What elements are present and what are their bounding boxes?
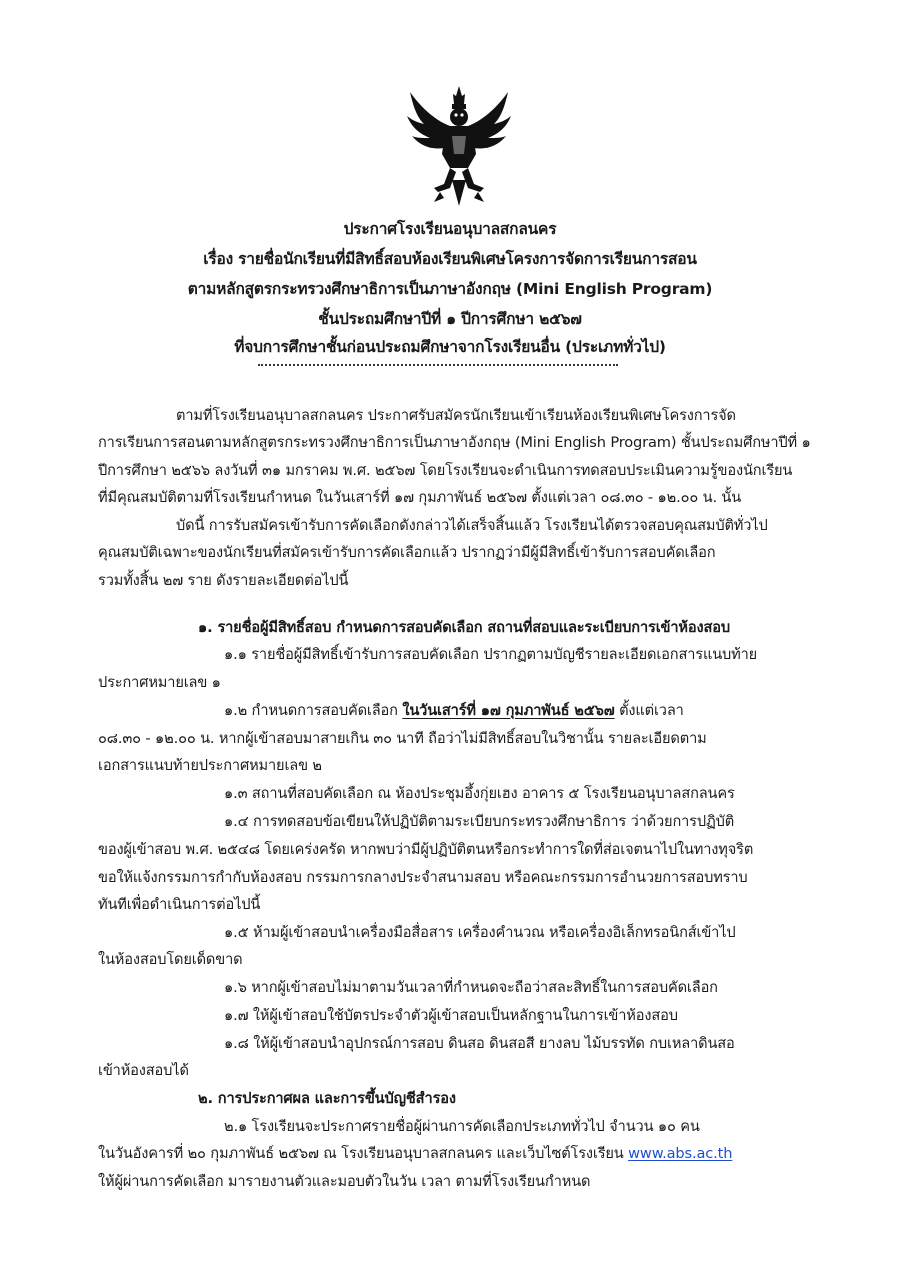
item-1-7: ๑.๗ ให้ผู้เข้าสอบใช้บัตรประจำตัวผู้เข้าสอบเป็นหลักฐานในการเข้าห้องสอบ — [224, 1007, 678, 1024]
paragraph-1-line-2: การเรียนการสอนตามหลักสูตรกระทรวงศึกษาธิการเป็นภาษาอังกฤษ (Mini English Program) ชั้นประถมศึกษาปีที่ ๑ — [98, 434, 811, 451]
item-1-8-line-2: เข้าห้องสอบได้ — [98, 1062, 189, 1079]
item-1-8-line-1: ๑.๘ ให้ผู้เข้าสอบนำอุปกรณ์การสอบ ดินสอ ดินสอสี ยางลบ ไม้บรรทัด กบเหลาดินสอ — [224, 1035, 735, 1052]
paragraph-2-line-1: บัดนี้ การรับสมัครเข้ารับการคัดเลือกดังกล่าวได้เสร็จสิ้นแล้ว โรงเรียนได้ตรวจสอบคุณสมบัติทั่วไป — [176, 517, 768, 534]
item-1-4-line-1: ๑.๔ การทดสอบข้อเขียนให้ปฏิบัติตามระเบียบกระทรวงศึกษาธิการ ว่าด้วยการปฏิบัติ — [224, 813, 735, 830]
paragraph-2-line-3: รวมทั้งสิ้น ๒๗ ราย ดังรายละเอียดต่อไปนี้ — [98, 572, 349, 589]
item-1-2-line-2: ๐๘.๓๐ - ๑๒.๐๐ น. หากผู้เข้าสอบมาสายเกิน ๓๐ นาที ถือว่าไม่มีสิทธิ์สอบในวิชานั้น รายละเอียดตาม — [98, 730, 707, 747]
item-2-1-line-2 — [98, 1144, 732, 1164]
item-1-3: ๑.๓ สถานที่สอบคัดเลือก ณ ห้องประชุมอึ้งกุ่ยเฮง อาคาร ๕ โรงเรียนอนุบาลสกลนคร — [224, 785, 735, 802]
paragraph-1-line-3: ปีการศึกษา ๒๕๖๖ ลงวันที่ ๓๑ มกราคม พ.ศ. ๒๕๖๗ โดยโรงเรียนจะดำเนินการทดสอบประเมินความรู้ของนักเรียน — [98, 462, 793, 479]
section-1-heading: ๑. รายชื่อผู้มีสิทธิ์สอบ กำหนดการสอบคัดเลือก สถานที่สอบและระเบียบการเข้าห้องสอบ — [198, 619, 730, 636]
item-2-1-line-1: ๒.๑ โรงเรียนจะประกาศรายชื่อผู้ผ่านการคัดเลือกประเภททั่วไป จำนวน ๑๐ คน — [224, 1118, 700, 1135]
subject-line-2: ตามหลักสูตรกระทรวงศึกษาธิการเป็นภาษาอังกฤษ (Mini English Program) — [187, 280, 713, 298]
item-1-2-time-label: ตั้งแต่เวลา — [614, 702, 684, 719]
item-1-5-line-2: ในห้องสอบโดยเด็ดขาด — [98, 951, 243, 968]
paragraph-1-line-4: ที่มีคุณสมบัติตามที่โรงเรียนกำหนด ในวันเสาร์ที่ ๑๗ กุมภาพันธ์ ๒๕๖๗ ตั้งแต่เวลา ๐๘.๓๐ - ๑๒.๐๐ น. นั้น — [98, 489, 742, 506]
exam-date-highlight: ในวันเสาร์ที่ ๑๗ กุมภาพันธ์ ๒๕๖๗ — [402, 702, 615, 719]
item-1-5-line-1: ๑.๕ ห้ามผู้เข้าสอบนำเครื่องมือสื่อสาร เครื่องคำนวณ หรือเครื่องอิเล็กทรอนิกส์เข้าไป — [224, 924, 736, 941]
item-1-4-line-3: ขอให้แจ้งกรรมการกำกับห้องสอบ กรรมการกลางประจำสนามสอบ หรือคณะกรรมการอำนวยการสอบทราบ — [98, 869, 748, 886]
item-1-4-line-4: ทันทีเพื่อดำเนินการต่อไปนี้ — [98, 896, 261, 913]
paragraph-2-line-2: คุณสมบัติเฉพาะของนักเรียนที่สมัครเข้ารับการคัดเลือกแล้ว ปรากฏว่ามีผู้มีสิทธิ์เข้ารับการสอบคัดเลือก — [98, 544, 716, 561]
school-website-link[interactable]: www.abs.ac.th — [628, 1145, 733, 1162]
subject-line-4: ที่จบการศึกษาชั้นก่อนประถมศึกษาจากโรงเรียนอื่น (ประเภททั่วไป) — [234, 338, 666, 356]
item-1-2-line-3: เอกสารแนบท้ายประกาศหมายเลข ๒ — [98, 757, 322, 774]
subject-line: เรื่อง รายชื่อนักเรียนที่มีสิทธิ์สอบห้องเรียนพิเศษโครงการจัดการเรียนการสอน — [203, 250, 697, 268]
subject-line-3: ชั้นประถมศึกษาปีที่ ๑ ปีการศึกษา ๒๕๖๗ — [318, 310, 582, 328]
item-2-1-text: ในวันอังคารที่ ๒๐ กุมภาพันธ์ ๒๕๖๗ ณ โรงเรียนอนุบาลสกลนคร และเว็บไซต์โรงเรียน — [98, 1145, 629, 1162]
paragraph-1-line-1: ตามที่โรงเรียนอนุบาลสกลนคร ประกาศรับสมัครนักเรียนเข้าเรียนห้องเรียนพิเศษโครงการจัด — [176, 407, 736, 424]
item-1-1-line-1: ๑.๑ รายชื่อผู้มีสิทธิ์เข้ารับการสอบคัดเลือก ปรากฏตามบัญชีรายละเอียดเอกสารแนบท้าย — [224, 646, 758, 663]
item-1-4-line-2: ของผู้เข้าสอบ พ.ศ. ๒๕๔๘ โดยเคร่งครัด หากพบว่ามีผู้ปฏิบัติตนหรือกระทำการใดที่ส่อเจตนาไปในทางทุจริต — [98, 841, 754, 858]
garuda-emblem-icon — [404, 84, 514, 206]
announcement-title: ประกาศโรงเรียนอนุบาลสกลนคร — [343, 220, 557, 238]
dotted-divider — [258, 364, 618, 366]
item-2-1-line-3: ให้ผู้ผ่านการคัดเลือก มารายงานตัวและมอบตัวในวัน เวลา ตามที่โรงเรียนกำหนด — [98, 1173, 591, 1190]
item-1-2-text: ๑.๒ กำหนดการสอบคัดเลือก — [224, 702, 403, 719]
item-1-1-line-2: ประกาศหมายเลข ๑ — [98, 674, 221, 691]
item-1-6: ๑.๖ หากผู้เข้าสอบไม่มาตามวันเวลาที่กำหนดจะถือว่าสละสิทธิ์ในการสอบคัดเลือก — [224, 979, 718, 996]
item-1-2-line-1 — [224, 701, 684, 721]
section-2-heading: ๒. การประกาศผล และการขึ้นบัญชีสำรอง — [198, 1090, 456, 1107]
